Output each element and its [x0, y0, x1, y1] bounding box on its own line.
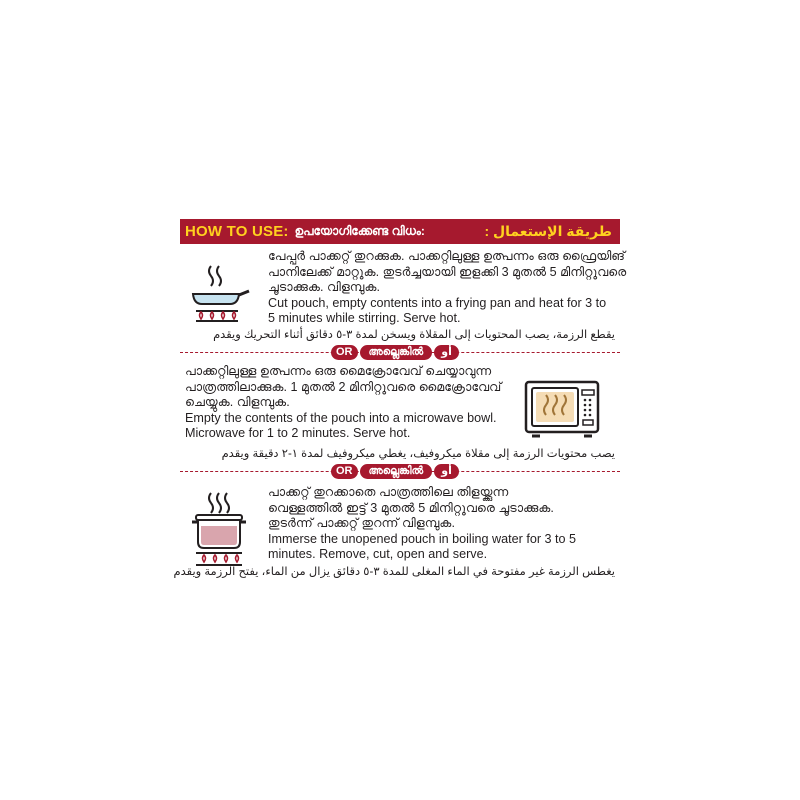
- method-1-ml-line: പേപ്പർ പാക്കറ്റ് തുറക്കുക. പാക്കറ്റിലുള്ള ഉത്പന്നം ഒരു ഫ്രൈയിങ്: [268, 249, 626, 263]
- method-1-ml-line: പാനിലേക്ക് മാറ്റുക. തുടർച്ചയായി ഇളക്കി 3 മുതൽ 5 മിനിറ്റുവരെ: [268, 264, 627, 279]
- or-arabic-badge: أو: [434, 464, 459, 479]
- method-1-en-line: Cut pouch, empty contents into a frying pan and heat for 3 to: [268, 295, 607, 310]
- header-left: [185, 223, 425, 240]
- method-3-en-line: Immerse the unopened pouch in boiling water for 3 to 5: [268, 531, 577, 546]
- method-3-text: [268, 485, 576, 563]
- frying-pan-icon: [188, 264, 250, 329]
- method-3-en-line: minutes. Remove, cut, open and serve.: [268, 547, 488, 562]
- method-1-ml-line: ചൂടാക്കുക. വിളമ്പുക.: [268, 280, 381, 295]
- method-2-en-line: Empty the contents of the pouch into a microwave bowl.: [185, 410, 497, 425]
- method-2-ml-line: ചെയ്യുക. വിളമ്പുക.: [185, 395, 290, 410]
- header-malayalam: ഉപയോഗിക്കേണ്ട വിധം:: [294, 224, 425, 238]
- method-2-arabic: يصب محتويات الرزمة إلى مقلاة ميكروفيف، يغطي ميكروفيف لمدة ١-٢ دقيقة ويقدم: [221, 448, 615, 460]
- method-1-en-line: 5 minutes while stirring. Serve hot.: [268, 311, 461, 326]
- or-malayalam-badge: അല്ലെങ്കിൽ: [360, 464, 433, 479]
- how-to-use-panel: [173, 219, 627, 600]
- method-1-text: [268, 249, 626, 327]
- microwave-icon: [524, 380, 600, 443]
- method-1-arabic: يقطع الرزمة، يصب المحتويات إلى المقلاة ويسخن لمدة ٣-٥ دقائق أثناء التحريك ويقدم: [213, 329, 615, 341]
- header-english: HOW TO USE:: [185, 223, 289, 240]
- or-malayalam-badge: അല്ലെങ്കിൽ: [360, 345, 433, 360]
- or-pills: [331, 464, 459, 479]
- method-3-arabic: يغطس الرزمة غير مفتوحة في الماء المغلى للمدة ٣-٥ دقائق يزال من الماء، يفتح الرزمة ويقدم: [173, 566, 615, 578]
- header-arabic: طريقة الإستعمال :: [484, 223, 612, 239]
- how-to-use-header: [180, 219, 620, 244]
- method-2-ml-line: പാക്കറ്റിലുള്ള ഉത്പന്നം ഒരു മൈക്രോവേവ് ചെയ്യാവുന്ന: [185, 364, 492, 378]
- method-3-ml-line: പാക്കറ്റ് തുറക്കാതെ പാത്രത്തിലെ തിളയ്ക്കുന്ന: [268, 485, 509, 499]
- or-separator: [180, 464, 620, 480]
- or-arabic-badge: أو: [434, 345, 459, 360]
- or-english-badge: OR: [331, 345, 358, 360]
- boiling-pot-icon: [190, 491, 252, 574]
- method-2-text: [185, 364, 501, 442]
- method-3-ml-line: തുടർന്ന് പാക്കറ്റ് തുറന്ന് വിളമ്പുക.: [268, 516, 455, 531]
- method-2-en-line: Microwave for 1 to 2 minutes. Serve hot.: [185, 426, 411, 441]
- or-separator: [180, 345, 620, 361]
- or-pills: [331, 345, 459, 360]
- method-2-ml-line: പാത്രത്തിലാക്കുക. 1 മുതൽ 2 മിനിറ്റുവരെ മൈക്രോവേവ്: [185, 379, 502, 394]
- method-3-ml-line: വെള്ളത്തിൽ ഇട്ട് 3 മുതൽ 5 മിനിറ്റുവരെ ചൂടാക്കുക.: [268, 500, 554, 515]
- or-english-badge: OR: [331, 464, 358, 479]
